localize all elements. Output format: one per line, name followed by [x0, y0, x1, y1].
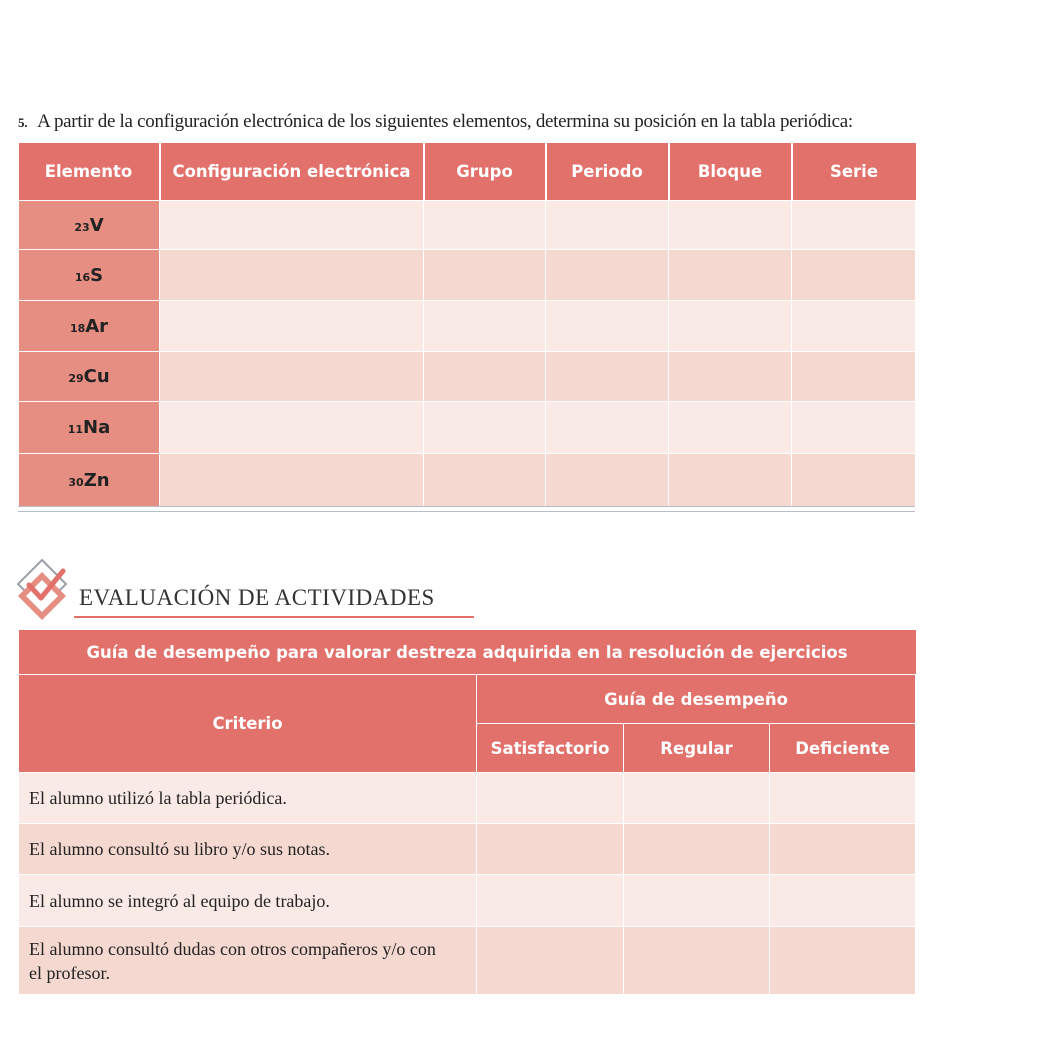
evaluation-table	[18, 630, 916, 995]
serie-input-cell[interactable]	[792, 352, 916, 402]
satisfactorio-cell[interactable]	[477, 875, 624, 927]
check-diamond-icon	[16, 558, 68, 622]
element-cell: 29Cu	[19, 352, 160, 402]
element-cell: 18Ar	[19, 301, 160, 352]
question-text	[18, 111, 1028, 133]
table-row	[19, 201, 916, 250]
level-regular: Regular	[624, 724, 770, 773]
periodo-input-cell[interactable]	[546, 352, 669, 402]
satisfactorio-cell[interactable]	[477, 773, 624, 824]
header-periodo: Periodo	[546, 143, 669, 201]
level-satisfactorio: Satisfactorio	[477, 724, 624, 773]
elements-table	[18, 143, 916, 507]
bloque-input-cell[interactable]	[669, 402, 792, 454]
table-row	[19, 301, 916, 352]
table-row	[19, 875, 916, 927]
config-input-cell[interactable]	[160, 402, 424, 454]
divider	[18, 506, 915, 507]
bloque-input-cell[interactable]	[669, 250, 792, 301]
deficiente-cell[interactable]	[770, 824, 916, 875]
divider	[18, 511, 915, 512]
grupo-input-cell[interactable]	[424, 201, 546, 250]
table-row	[19, 824, 916, 875]
level-deficiente: Deficiente	[770, 724, 916, 773]
title-underline	[74, 616, 474, 618]
regular-cell[interactable]	[624, 875, 770, 927]
criterion-text: El alumno se integró al equipo de trabajo.	[19, 875, 477, 927]
section-title: EVALUACIÓN DE ACTIVIDADES	[79, 585, 435, 610]
config-input-cell[interactable]	[160, 301, 424, 352]
grupo-input-cell[interactable]	[424, 250, 546, 301]
header-bloque: Bloque	[669, 143, 792, 201]
table-row	[19, 454, 916, 507]
satisfactorio-cell[interactable]	[477, 824, 624, 875]
periodo-input-cell[interactable]	[546, 301, 669, 352]
serie-input-cell[interactable]	[792, 301, 916, 352]
question-number: 5.	[18, 115, 28, 130]
satisfactorio-cell[interactable]	[477, 927, 624, 995]
regular-cell[interactable]	[624, 927, 770, 995]
grupo-input-cell[interactable]	[424, 402, 546, 454]
periodo-input-cell[interactable]	[546, 454, 669, 507]
config-input-cell[interactable]	[160, 352, 424, 402]
config-input-cell[interactable]	[160, 201, 424, 250]
grupo-input-cell[interactable]	[424, 301, 546, 352]
header-grupo: Grupo	[424, 143, 546, 201]
serie-input-cell[interactable]	[792, 250, 916, 301]
deficiente-cell[interactable]	[770, 927, 916, 995]
grupo-input-cell[interactable]	[424, 454, 546, 507]
criterion-text: El alumno utilizó la tabla periódica.	[19, 773, 477, 824]
question-prompt: A partir de la configuración electrónica de los siguientes elementos, determina su posición en la tabla periódica:	[37, 111, 853, 132]
header-elemento: Elemento	[19, 143, 160, 201]
grupo-input-cell[interactable]	[424, 352, 546, 402]
deficiente-cell[interactable]	[770, 875, 916, 927]
guide-header: Guía de desempeño	[477, 675, 916, 724]
periodo-input-cell[interactable]	[546, 402, 669, 454]
table-row	[19, 352, 916, 402]
table-row	[19, 402, 916, 454]
table-row	[19, 250, 916, 301]
header-configuracion: Configuración electrónica	[160, 143, 424, 201]
periodo-input-cell[interactable]	[546, 201, 669, 250]
bloque-input-cell[interactable]	[669, 301, 792, 352]
header-serie: Serie	[792, 143, 916, 201]
criterion-text: El alumno consultó dudas con otros compañeros y/o con el profesor.	[19, 927, 477, 995]
element-cell: 16S	[19, 250, 160, 301]
bloque-input-cell[interactable]	[669, 454, 792, 507]
table-row	[19, 773, 916, 824]
periodo-input-cell[interactable]	[546, 250, 669, 301]
table-row	[19, 927, 916, 995]
deficiente-cell[interactable]	[770, 773, 916, 824]
regular-cell[interactable]	[624, 773, 770, 824]
config-input-cell[interactable]	[160, 250, 424, 301]
element-cell: 11Na	[19, 402, 160, 454]
criterion-text: El alumno consultó su libro y/o sus notas.	[19, 824, 477, 875]
bloque-input-cell[interactable]	[669, 201, 792, 250]
bloque-input-cell[interactable]	[669, 352, 792, 402]
criterio-header: Criterio	[19, 675, 477, 773]
serie-input-cell[interactable]	[792, 201, 916, 250]
serie-input-cell[interactable]	[792, 454, 916, 507]
regular-cell[interactable]	[624, 824, 770, 875]
serie-input-cell[interactable]	[792, 402, 916, 454]
evaluation-table-title: Guía de desempeño para valorar destreza adquirida en la resolución de ejercicios	[19, 630, 916, 675]
element-cell: 30Zn	[19, 454, 160, 507]
config-input-cell[interactable]	[160, 454, 424, 507]
element-cell: 23V	[19, 201, 160, 250]
